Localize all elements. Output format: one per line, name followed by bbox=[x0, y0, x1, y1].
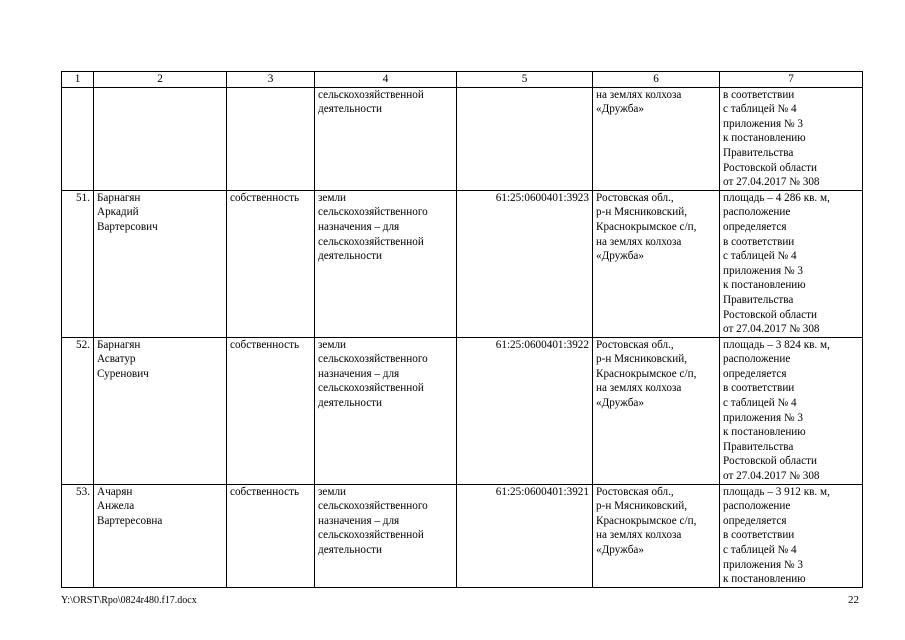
location-cell: Ростовская обл., р-н Мясниковский, Краснокрымское с/п, на землях колхоза «Дружба» bbox=[593, 190, 720, 337]
header-col-7: 7 bbox=[720, 72, 863, 88]
notes-cell: площадь – 3 824 кв. м, расположение определяется в соответствии с таблицей № 4 приложения № 3 к постановлению Правительства Ростовской области от 27.04.2017 № 308 bbox=[720, 337, 863, 484]
page-number: 22 bbox=[848, 594, 859, 606]
header-col-4: 4 bbox=[315, 72, 457, 88]
cont-category-cell: сельскохозяйственной деятельности bbox=[315, 87, 457, 190]
file-path-footer: Y:\ORST\Rpo\0824r480.f17.docx bbox=[61, 595, 197, 606]
header-row bbox=[62, 72, 863, 88]
land-category-cell: земли сельскохозяйственного назначения – для сельскохозяйственной деятельности bbox=[315, 190, 457, 337]
notes-cell: площадь – 4 286 кв. м, расположение определяется в соответствии с таблицей № 4 приложения № 3 к постановлению Правительства Ростовской области от 27.04.2017 № 308 bbox=[720, 190, 863, 337]
owner-name-cell: Ачарян Анжела Вартересовна bbox=[94, 484, 227, 587]
right-type-cell: собственность bbox=[227, 337, 315, 484]
land-registry-table bbox=[61, 71, 863, 588]
header-col-1: 1 bbox=[62, 72, 94, 88]
table-row bbox=[62, 337, 863, 484]
owner-name-cell: Барнагян Аркадий Вартерсович bbox=[94, 190, 227, 337]
cadastral-number-cell: 61:25:0600401:3923 bbox=[457, 190, 593, 337]
land-category-cell: земли сельскохозяйственного назначения – для сельскохозяйственной деятельности bbox=[315, 337, 457, 484]
table-row bbox=[62, 190, 863, 337]
cont-num-cell bbox=[62, 87, 94, 190]
location-cell: Ростовская обл., р-н Мясниковский, Краснокрымское с/п, на землях колхоза «Дружба» bbox=[593, 337, 720, 484]
row-number: 51. bbox=[62, 190, 94, 337]
right-type-cell: собственность bbox=[227, 484, 315, 587]
cont-cadastral-cell bbox=[457, 87, 593, 190]
notes-cell: площадь – 3 912 кв. м, расположение определяется в соответствии с таблицей № 4 приложения № 3 к постановлению bbox=[720, 484, 863, 587]
cont-name-cell bbox=[94, 87, 227, 190]
cadastral-number-cell: 61:25:0600401:3921 bbox=[457, 484, 593, 587]
continuation-row bbox=[62, 87, 863, 190]
owner-name-cell: Барнагян Асватур Суренович bbox=[94, 337, 227, 484]
table-row bbox=[62, 484, 863, 587]
land-category-cell: земли сельскохозяйственного назначения – для сельскохозяйственной деятельности bbox=[315, 484, 457, 587]
row-number: 52. bbox=[62, 337, 94, 484]
right-type-cell: собственность bbox=[227, 190, 315, 337]
header-col-2: 2 bbox=[94, 72, 227, 88]
location-cell: Ростовская обл., р-н Мясниковский, Краснокрымское с/п, на землях колхоза «Дружба» bbox=[593, 484, 720, 587]
cont-notes-cell: в соответствии с таблицей № 4 приложения № 3 к постановлению Правительства Ростовской области от 27.04.2017 № 308 bbox=[720, 87, 863, 190]
header-col-5: 5 bbox=[457, 72, 593, 88]
header-col-6: 6 bbox=[593, 72, 720, 88]
header-col-3: 3 bbox=[227, 72, 315, 88]
cadastral-number-cell: 61:25:0600401:3922 bbox=[457, 337, 593, 484]
cont-right-cell bbox=[227, 87, 315, 190]
row-number: 53. bbox=[62, 484, 94, 587]
cont-location-cell: на землях колхоза «Дружба» bbox=[593, 87, 720, 190]
